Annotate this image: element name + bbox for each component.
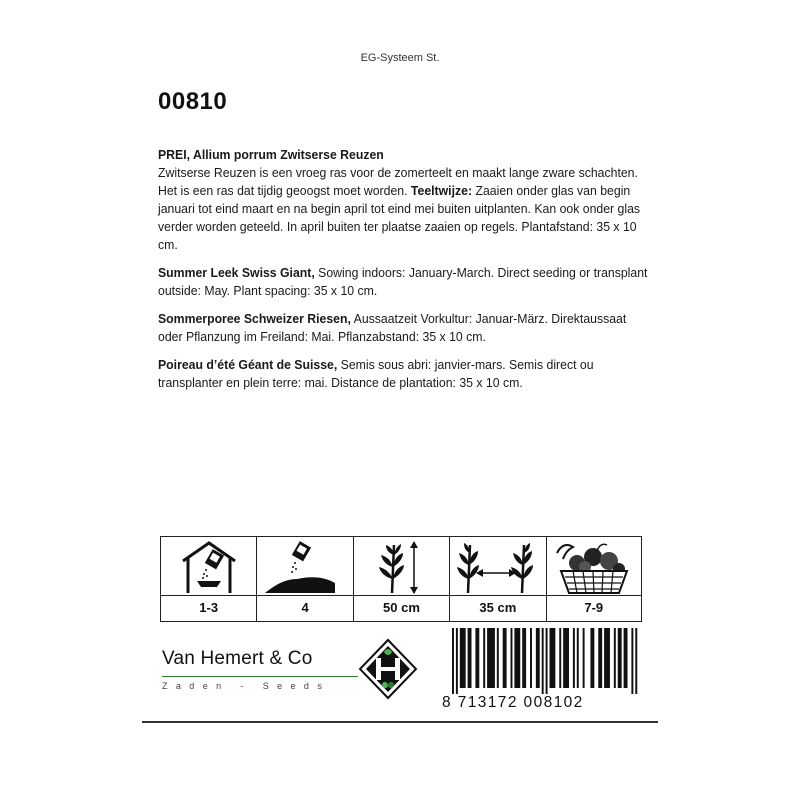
icon-label-outdoor: 4 (257, 596, 352, 622)
barcode-bar (550, 628, 556, 688)
barcode-bar (635, 628, 637, 694)
barcode-bar (604, 628, 610, 688)
icon-label-harvest: 7-9 (547, 596, 641, 622)
sowing-icon-strip (160, 536, 642, 622)
icon-cell-spacing (449, 536, 545, 622)
icon-label-height: 50 cm (354, 596, 449, 622)
icon-cell-outdoor (256, 536, 352, 622)
barcode-bar (522, 628, 526, 688)
company-logo (162, 648, 358, 691)
barcode-bar (497, 628, 499, 688)
barcode-bar (460, 628, 466, 688)
icon-cell-height (353, 536, 449, 622)
barcode-bar (590, 628, 594, 688)
icon-label-spacing: 35 cm (450, 596, 545, 622)
company-rule (162, 676, 358, 677)
barcode-bar (475, 628, 479, 688)
dutch-title: PREI, Allium porrum Zwitserse Reuzen (158, 147, 384, 162)
icon-cell-harvest (546, 536, 642, 622)
barcode-bar (452, 628, 454, 694)
barcode-bar (583, 628, 585, 688)
icon-label-greenhouse: 1-3 (161, 596, 256, 622)
german-description: Sommerporee Schweizer Riesen, Aussaatzeit Vorkultur: Januar-März. Direktaussaat oder Pflanzung im Freiland: Mai. Pflanzabstand: 35 x 10 cm. (158, 311, 627, 344)
barcode-bar (542, 628, 544, 694)
barcode-bar (503, 628, 507, 688)
header-code: EG-Systeem St. (360, 52, 440, 64)
barcode-bar (511, 628, 513, 688)
barcode-bar (483, 628, 485, 688)
company-name: Van Hemert & Co (162, 648, 313, 669)
plant-spacing-icon (456, 539, 536, 595)
barcode-bar (631, 628, 633, 694)
french-description: Poireau d’été Géant de Suisse, Semis sous abri: janvier-mars. Semis direct ou transplanter en plein terre: mai. Distance de plantation: 35 x 10 cm. (158, 357, 594, 390)
barcode-bar (573, 628, 575, 688)
barcode-bar (514, 628, 520, 688)
plant-height-icon (372, 539, 432, 595)
barcode-bar (487, 628, 495, 688)
harvest-basket-icon (553, 539, 633, 595)
description-text (158, 146, 648, 402)
barcode-bar (559, 628, 561, 688)
hemert-badge-icon (358, 638, 418, 700)
barcode (442, 628, 646, 694)
barcode-bar (618, 628, 622, 688)
greenhouse-sowing-icon (179, 539, 239, 595)
barcode-bar (614, 628, 616, 688)
barcode-bar (546, 628, 548, 694)
barcode-bar (456, 628, 458, 694)
barcode-bar (577, 628, 579, 688)
barcode-bar (468, 628, 472, 688)
barcode-bar (563, 628, 569, 688)
barcode-bar (530, 628, 532, 688)
barcode-bar (624, 628, 628, 688)
article-number: 00810 (158, 88, 228, 115)
barcode-digits: 8 713172 008102 (442, 694, 584, 711)
barcode-bar (536, 628, 540, 688)
dutch-description: Zwitserse Reuzen is een vroeg ras voor de zomerteelt en maakt lange zware schachten. Het is een ras dat tijdig geoogst moet worden. Teeltwijze: Zaaien onder glas van begin januari tot eind maart en na begin april tot eind mei buiten uitplanten. Kan ook onder glas verder worden geteeld. In april buiten ter plaatse zaaien op regels. Plantafstand: 35 x 10 cm. (158, 165, 641, 252)
bottom-divider (142, 721, 658, 723)
barcode-bar (598, 628, 602, 688)
icon-cell-greenhouse (160, 536, 256, 622)
outdoor-sowing-icon (265, 539, 335, 595)
english-description: Summer Leek Swiss Giant, Sowing indoors: January-March. Direct seeding or transplant outside: May. Plant spacing: 35 x 10 cm. (158, 265, 648, 298)
company-tagline: Zaden - Seeds (162, 681, 331, 691)
